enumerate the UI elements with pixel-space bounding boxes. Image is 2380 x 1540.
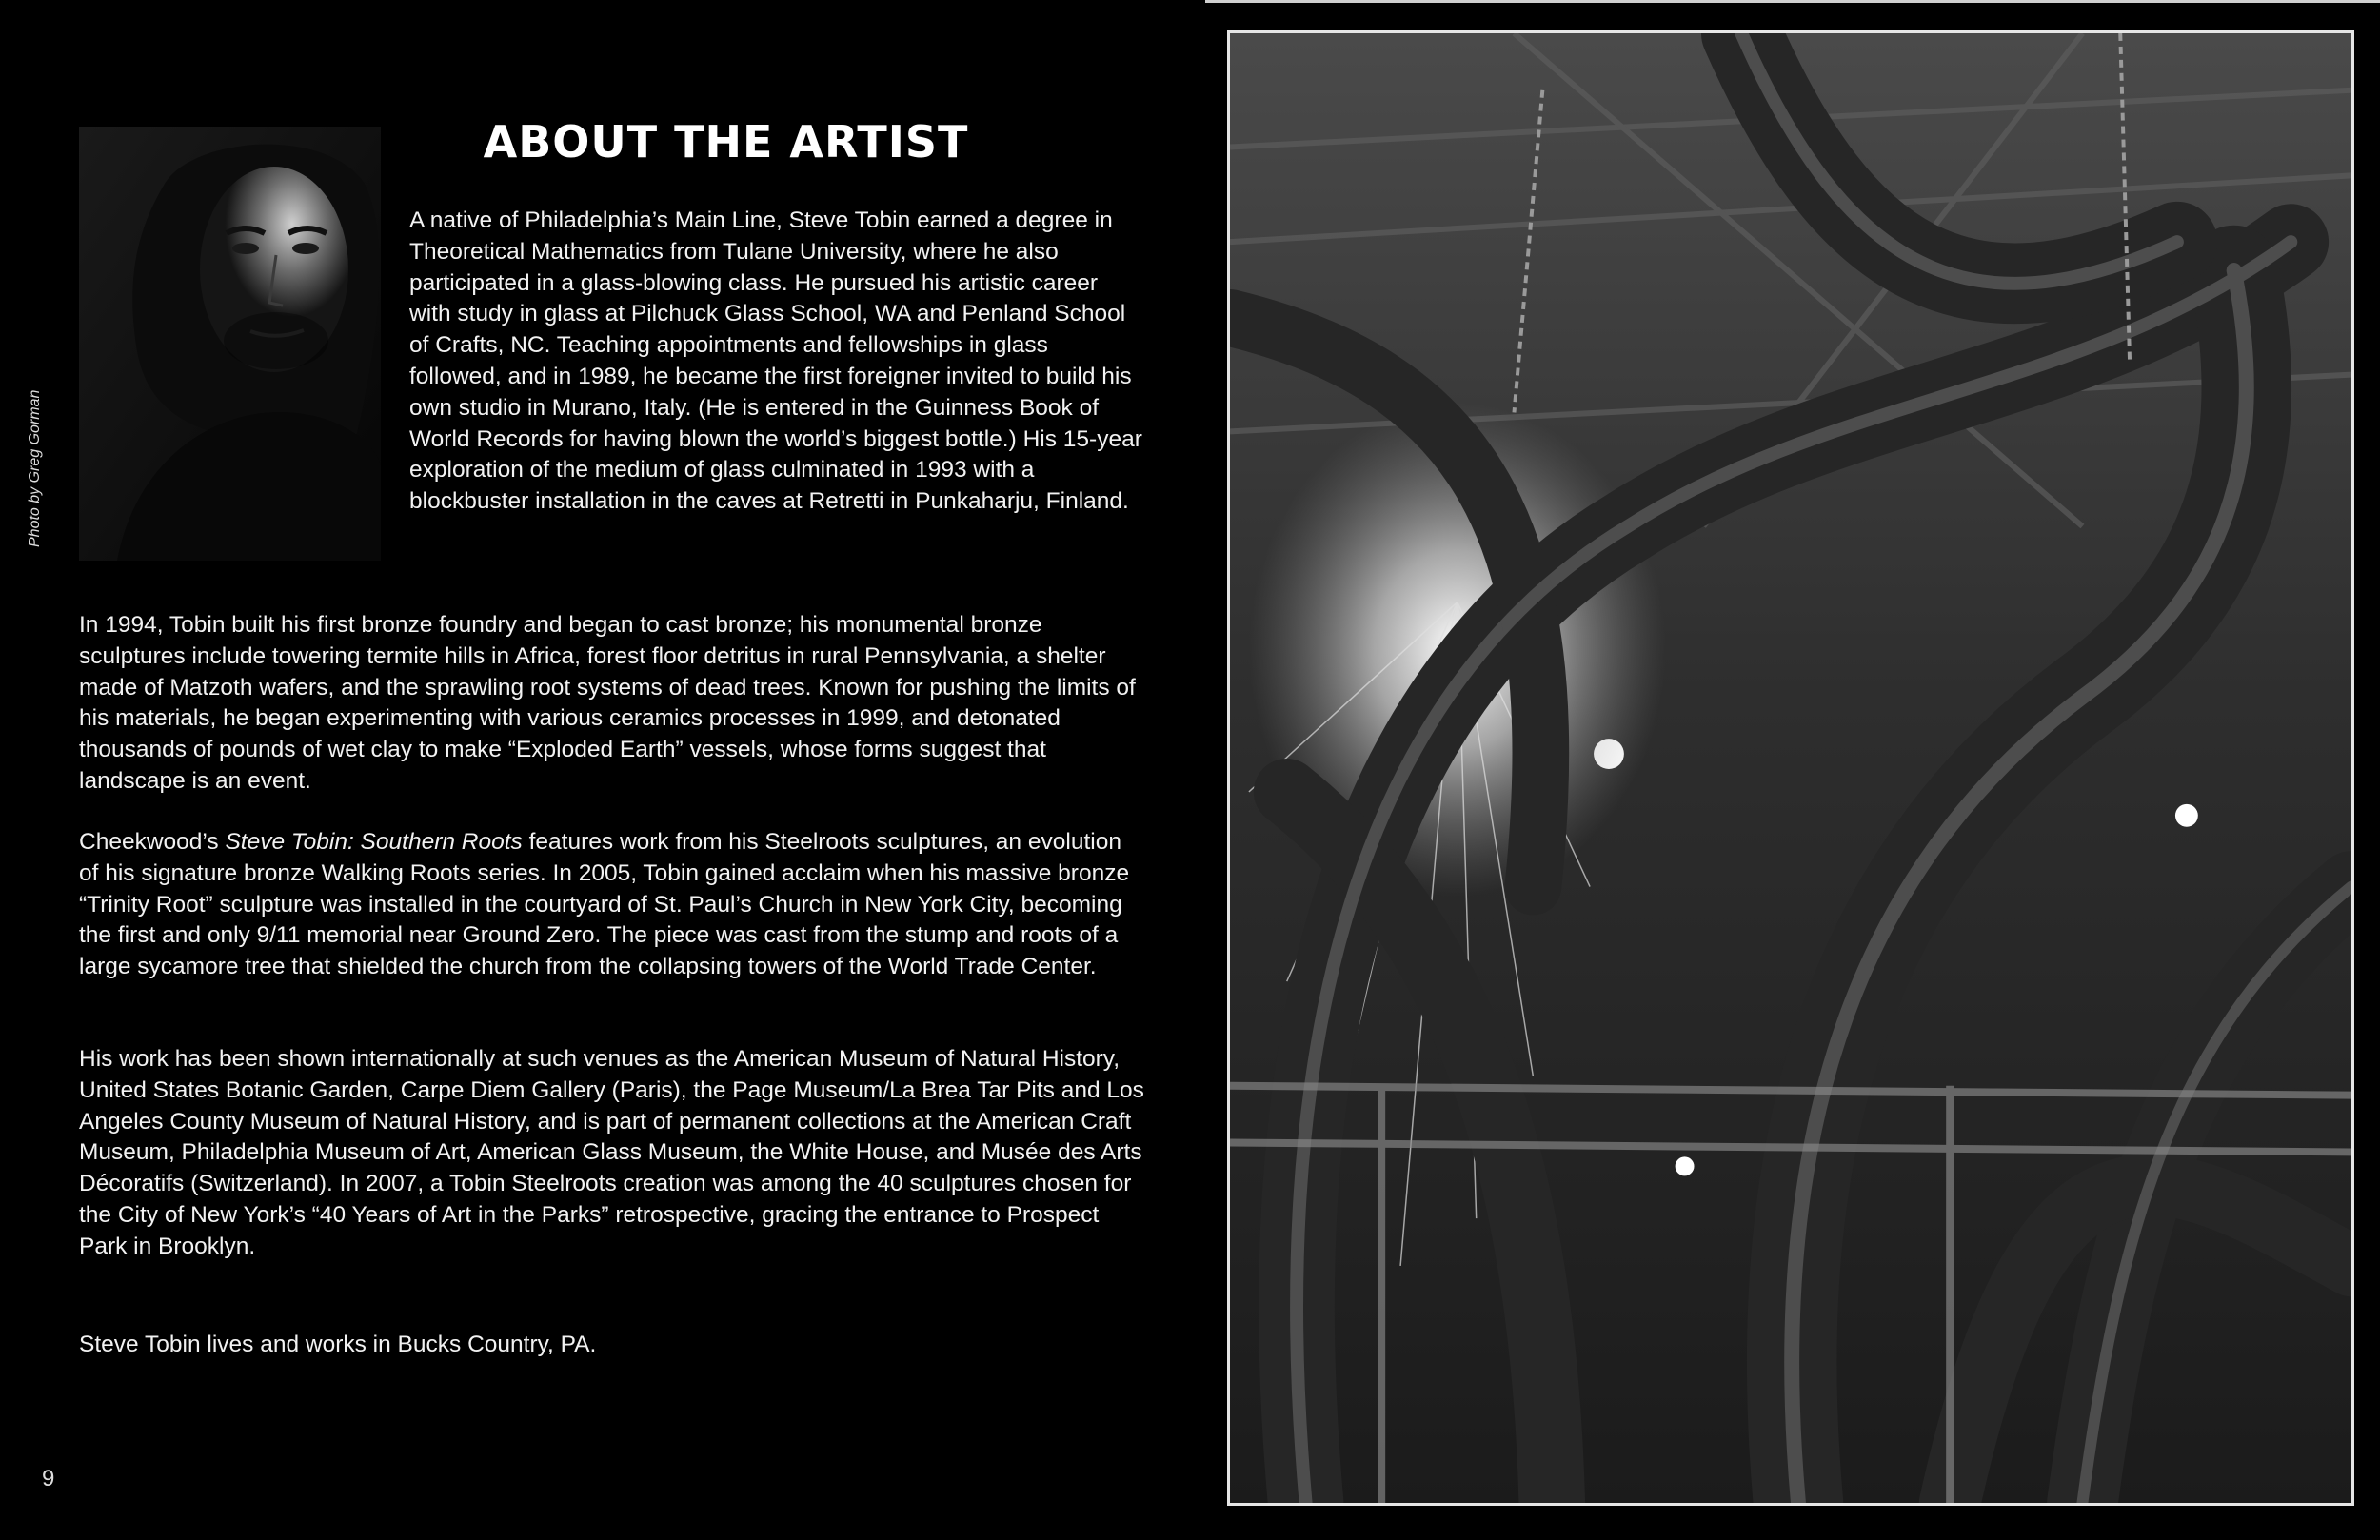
steelroots-workshop-photo	[1227, 30, 2354, 1506]
paragraph-bronze: In 1994, Tobin built his first bronze foundry and began to cast bronze; his monumental bronze sculptures include towering termite hills in Africa, forest floor detritus in rural Pennsylvania, a shelter made of Matzoth wafers, and the sprawling root systems of dead trees. Known for pushing the limits of his materials, he began experimenting with various ceramics processes in 1999, and detonated thousands of pounds of wet clay to make “Exploded Earth” vessels, whose forms suggest that landscape is an event.	[79, 612, 1136, 794]
paragraph-southern-roots	[79, 827, 1145, 983]
page-title: ABOUT THE ARTIST	[483, 116, 969, 168]
top-rule	[1205, 0, 2380, 3]
photo-credit: Photo by Greg Gorman	[27, 389, 43, 547]
intro-paragraph: A native of Philadelphia’s Main Line, Steve Tobin earned a degree in Theoretical Mathematics from Tulane University, where he also participated in a glass-blowing class. He pursued his artistic career with study in glass at Pilchuck Glass School, WA and Penland School of Crafts, NC. Teaching appointments and fellowships in glass followed, and in 1989, he became the first foreigner invited to build his own studio in Murano, Italy. (He is entered in the Guinness Book of World Records for having blown the world’s biggest bottle.) His 15-year exploration of the medium of glass culminated in 1993 with a blockbuster installation in the caves at Retretti in Punkaharju, Finland.	[409, 207, 1142, 515]
artist-portrait-photo	[79, 127, 381, 561]
right-page	[1205, 0, 2380, 1540]
paragraph-exhibitions: His work has been shown internationally at such venues as the American Museum of Natural History, United States Botanic Garden, Carpe Diem Gallery (Paris), the Page Museum/La Brea Tar Pits and Los Angeles County Museum of Natural History, and is part of permanent collections at the American Craft Museum, Philadelphia Museum of Art, American Glass Museum, the White House, and Musée des Arts Décoratifs (Switzerland). In 2007, a Tobin Steelroots creation was among the 40 sculptures chosen for the City of New York’s “40 Years of Art in the Parks” retrospective, gracing the entrance to Prospect Park in Brooklyn.	[79, 1046, 1144, 1259]
page-number: 9	[42, 1466, 55, 1491]
paragraph-2-rest: features work from his Steelroots sculptures, an evolution of his signature bronze Walking Roots series. In 2005, Tobin gained acclaim when his massive bronze “Trinity Root” sculpture was installed in the courtyard of St. Paul’s Church in New York City, becoming the first and only 9/11 memorial near Ground Zero. The piece was cast from the stump and roots of a large sycamore tree that shielded the church from the collapsing towers of the World Trade Center.	[79, 829, 1130, 980]
exhibition-title: Steve Tobin: Southern Roots	[225, 829, 523, 855]
paragraph-residence: Steve Tobin lives and works in Bucks Country, PA.	[79, 1332, 597, 1357]
paragraph-2-prefix: Cheekwood’s	[79, 829, 226, 855]
